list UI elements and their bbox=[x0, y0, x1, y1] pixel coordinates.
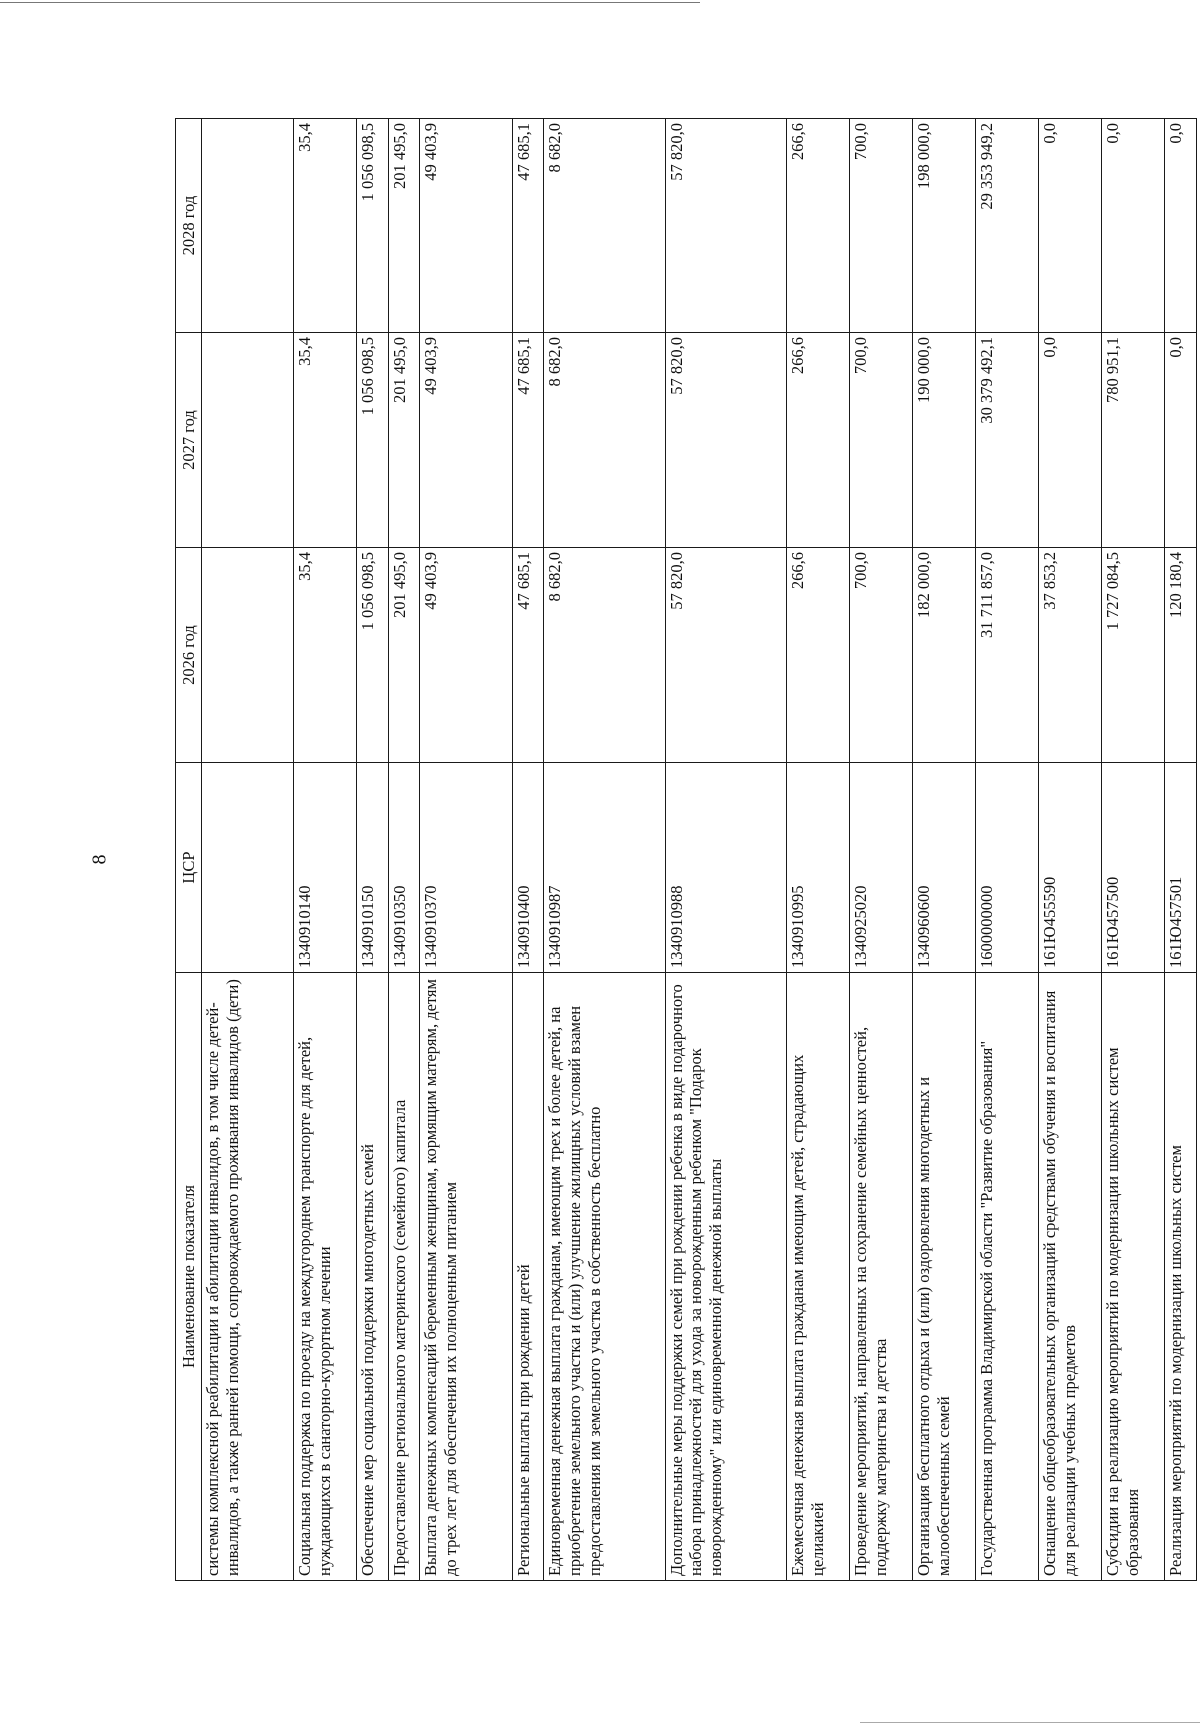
row-2028: 198 000,0 bbox=[913, 119, 976, 333]
row-2028: 0,0 bbox=[1102, 119, 1165, 333]
row-name: Единовременная денежная выплата гражданам, имеющим трех и более детей, на приобретение земельного участка и (или) улучшение жилищных условий взамен предоставления им земельного участка в собственность бесплатно bbox=[544, 973, 665, 1581]
row-2026: 1 727 084,5 bbox=[1102, 548, 1165, 763]
row-2027: 49 403,9 bbox=[420, 333, 512, 548]
row-2027: 0,0 bbox=[1039, 333, 1102, 548]
row-2026: 57 820,0 bbox=[665, 548, 786, 763]
header-name: Наименование показателя bbox=[176, 973, 202, 1581]
row-code: 1340925020 bbox=[849, 763, 912, 973]
table-body bbox=[202, 119, 1197, 1581]
row-2028: 201 495,0 bbox=[388, 119, 420, 333]
row-2026: 120 180,4 bbox=[1165, 548, 1197, 763]
row-name: Оснащение общеобразовательных организаций средствами обучения и воспитания для реализации учебных предметов bbox=[1039, 973, 1102, 1581]
row-code: 1340910987 bbox=[544, 763, 665, 973]
row-2026: 182 000,0 bbox=[913, 548, 976, 763]
table-row bbox=[388, 119, 420, 1581]
row-code: 1340910995 bbox=[786, 763, 849, 973]
row-2027: 0,0 bbox=[1165, 333, 1197, 548]
row-2027: 30 379 492,1 bbox=[976, 333, 1039, 548]
row-2027: 35,4 bbox=[294, 333, 357, 548]
row-name: Выплата денежных компенсаций беременным женщинам, кормящим матерям, детям до трех лет для обеспечения их полноценным питанием bbox=[420, 973, 512, 1581]
row-2027: 47 685,1 bbox=[512, 333, 544, 548]
page-number: 8 bbox=[88, 854, 111, 865]
row-2028: 57 820,0 bbox=[665, 119, 786, 333]
row-2028: 0,0 bbox=[1039, 119, 1102, 333]
table-row bbox=[420, 119, 512, 1581]
row-2027: 57 820,0 bbox=[665, 333, 786, 548]
table-row bbox=[357, 119, 389, 1581]
row-2026: 266,6 bbox=[786, 548, 849, 763]
table-row bbox=[1102, 119, 1165, 1581]
row-code: 161Ю455590 bbox=[1039, 763, 1102, 973]
scan-edge-top bbox=[0, 2, 700, 3]
row-code: 161Ю457501 bbox=[1165, 763, 1197, 973]
row-2026: 201 495,0 bbox=[388, 548, 420, 763]
table-row bbox=[665, 119, 786, 1581]
rotated-table-container bbox=[175, 119, 1197, 1581]
row-name: Предоставление регионального материнского (семейного) капитала bbox=[388, 973, 420, 1581]
row-name: Организация бесплатного отдыха и (или) оздоровления многодетных и малообеспеченных семей bbox=[913, 973, 976, 1581]
row-code: 1340910150 bbox=[357, 763, 389, 973]
row-name: Обеспечение мер социальной поддержки многодетных семей bbox=[357, 973, 389, 1581]
scan-edge-bottom bbox=[860, 1722, 1200, 1723]
row-2026: 31 711 857,0 bbox=[976, 548, 1039, 763]
row-code: 1600000000 bbox=[976, 763, 1039, 973]
row-2027: 201 495,0 bbox=[388, 333, 420, 548]
row-name: Социальная поддержка по проезду на междугороднем транспорте для детей, нуждающихся в санаторно-курортном лечении bbox=[294, 973, 357, 1581]
row-2028: 700,0 bbox=[849, 119, 912, 333]
row-2027: 266,6 bbox=[786, 333, 849, 548]
table-row bbox=[512, 119, 544, 1581]
row-2027: 190 000,0 bbox=[913, 333, 976, 548]
row-2026: 700,0 bbox=[849, 548, 912, 763]
row-name: системы комплексной реабилитации и абилитации инвалидов, в том числе детей-инвалидов, а также ранней помощи, сопровождаемого проживания инвалидов (дети) bbox=[202, 973, 294, 1581]
row-2026: 37 853,2 bbox=[1039, 548, 1102, 763]
header-2028: 2028 год bbox=[176, 119, 202, 333]
row-2027: 1 056 098,5 bbox=[357, 333, 389, 548]
header-2027: 2027 год bbox=[176, 333, 202, 548]
row-code: 1340910140 bbox=[294, 763, 357, 973]
row-2027 bbox=[202, 333, 294, 548]
row-2028: 266,6 bbox=[786, 119, 849, 333]
row-2027: 8 682,0 bbox=[544, 333, 665, 548]
row-2028 bbox=[202, 119, 294, 333]
table-row bbox=[544, 119, 665, 1581]
row-2028: 29 353 949,2 bbox=[976, 119, 1039, 333]
header-code: ЦСР bbox=[176, 763, 202, 973]
row-2028: 47 685,1 bbox=[512, 119, 544, 333]
row-code: 1340910370 bbox=[420, 763, 512, 973]
row-2027: 780 951,1 bbox=[1102, 333, 1165, 548]
row-code: 1340910350 bbox=[388, 763, 420, 973]
row-2026: 47 685,1 bbox=[512, 548, 544, 763]
row-name: Реализация мероприятий по модернизации школьных систем bbox=[1165, 973, 1197, 1581]
row-2027: 700,0 bbox=[849, 333, 912, 548]
table-row bbox=[913, 119, 976, 1581]
row-2026: 49 403,9 bbox=[420, 548, 512, 763]
table-row bbox=[786, 119, 849, 1581]
row-name: Региональные выплаты при рождении детей bbox=[512, 973, 544, 1581]
table-header-row bbox=[176, 119, 202, 1581]
row-2026 bbox=[202, 548, 294, 763]
row-2028: 0,0 bbox=[1165, 119, 1197, 333]
row-2028: 35,4 bbox=[294, 119, 357, 333]
row-code: 1340960600 bbox=[913, 763, 976, 973]
row-code: 161Ю457500 bbox=[1102, 763, 1165, 973]
row-name: Ежемесячная денежная выплата гражданам имеющим детей, страдающих целиакией bbox=[786, 973, 849, 1581]
row-name: Проведение мероприятий, направленных на сохранение семейных ценностей, поддержку материнства и детства bbox=[849, 973, 912, 1581]
table-row bbox=[976, 119, 1039, 1581]
row-2028: 1 056 098,5 bbox=[357, 119, 389, 333]
header-2026: 2026 год bbox=[176, 548, 202, 763]
row-code: 1340910400 bbox=[512, 763, 544, 973]
row-2026: 8 682,0 bbox=[544, 548, 665, 763]
row-2028: 49 403,9 bbox=[420, 119, 512, 333]
table-row bbox=[294, 119, 357, 1581]
row-2028: 8 682,0 bbox=[544, 119, 665, 333]
table-row bbox=[849, 119, 912, 1581]
row-name: Дополнительные меры поддержки семей при рождении ребенка в виде подарочного набора принадлежностей для ухода за новорожденным ребенком "Подарок новорожденному" или единовременной денежной выплаты bbox=[665, 973, 786, 1581]
budget-table bbox=[175, 118, 1197, 1581]
row-2026: 35,4 bbox=[294, 548, 357, 763]
row-name: Государственная программа Владимирской области "Развитие образования" bbox=[976, 973, 1039, 1581]
row-name: Субсидии на реализацию мероприятий по модернизации школьных систем образования bbox=[1102, 973, 1165, 1581]
table-row bbox=[1039, 119, 1102, 1581]
row-code: 1340910988 bbox=[665, 763, 786, 973]
row-code bbox=[202, 763, 294, 973]
row-2026: 1 056 098,5 bbox=[357, 548, 389, 763]
table-row bbox=[1165, 119, 1197, 1581]
table-row bbox=[202, 119, 294, 1581]
